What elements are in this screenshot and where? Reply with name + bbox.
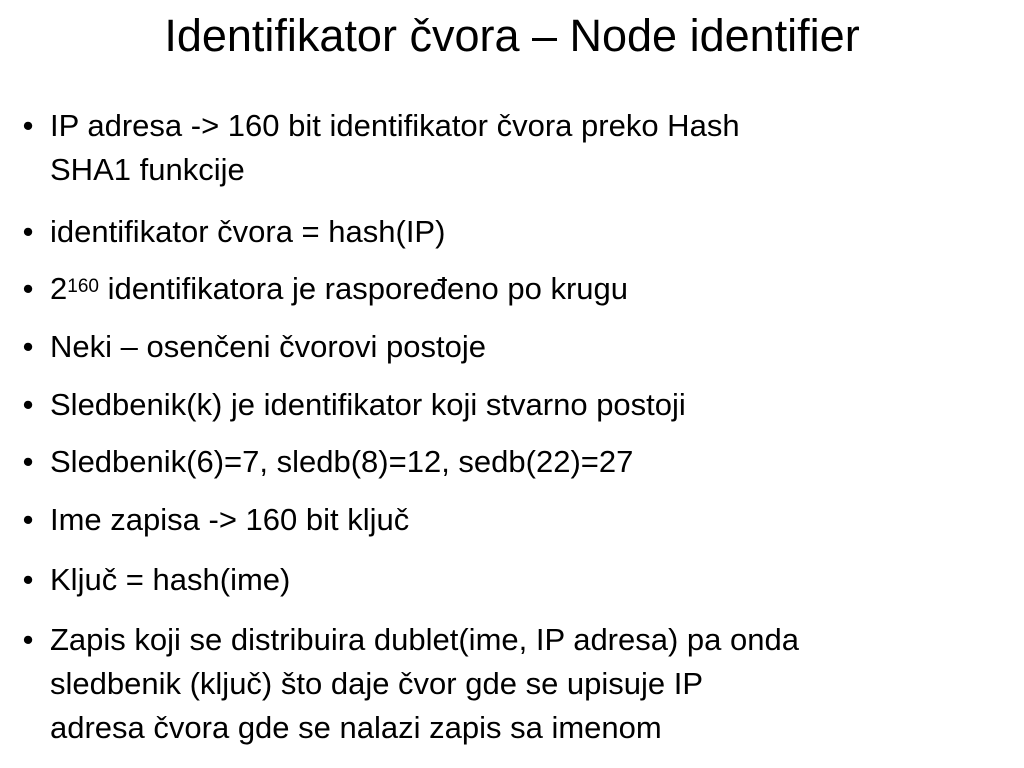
power-rest: identifikatora je raspoređeno po krugu	[98, 271, 629, 306]
bullet-text	[50, 104, 1022, 192]
bullet-text	[50, 210, 1022, 254]
bullet-line: Ključ = hash(ime)	[50, 562, 291, 597]
bullet-dot: •	[22, 214, 34, 249]
bullet-dot: •	[22, 108, 34, 143]
bullet-line: Neki – osenčeni čvorovi postoje	[50, 329, 486, 364]
bullet-line: adresa čvora gde se nalazi zapis sa imenom	[50, 710, 662, 745]
bullet-text	[50, 558, 1022, 602]
bullet-text	[50, 325, 1022, 369]
slide-title: Identifikator čvora – Node identifier	[164, 10, 860, 61]
bullet-line: Ime zapisa -> 160 bit ključ	[50, 502, 410, 537]
bullet-dot: •	[22, 329, 34, 364]
bullet-line: sledbenik (ključ) što daje čvor gde se upisuje IP	[50, 666, 704, 701]
bullet-line: identifikator čvora = hash(IP)	[50, 214, 446, 249]
bullet-dot: •	[22, 622, 34, 657]
bullet-dot: •	[22, 502, 34, 537]
bullet-line: Sledbenik(k) je identifikator koji stvarno postoji	[50, 387, 686, 422]
bullet-line	[50, 267, 1022, 311]
bullet-text	[50, 618, 1022, 750]
power-exponent: 160	[67, 276, 99, 297]
bullet-text	[50, 383, 1022, 427]
bullet-dot: •	[22, 271, 34, 306]
bullet-text	[50, 267, 1022, 311]
bullet-line: Sledbenik(6)=7, sledb(8)=12, sedb(22)=27	[50, 444, 634, 479]
bullet-line: SHA1 funkcije	[50, 152, 245, 187]
bullet-dot: •	[22, 444, 34, 479]
bullet-text	[50, 498, 1022, 542]
bullet-line: Zapis koji se distribuira dublet(ime, IP adresa) pa onda	[50, 622, 799, 657]
power-base: 2	[50, 271, 68, 306]
bullet-dot: •	[22, 387, 34, 422]
bullet-dot: •	[22, 562, 34, 597]
bullet-text	[50, 440, 1022, 484]
bullet-line: IP adresa -> 160 bit identifikator čvora preko Hash	[50, 108, 740, 143]
